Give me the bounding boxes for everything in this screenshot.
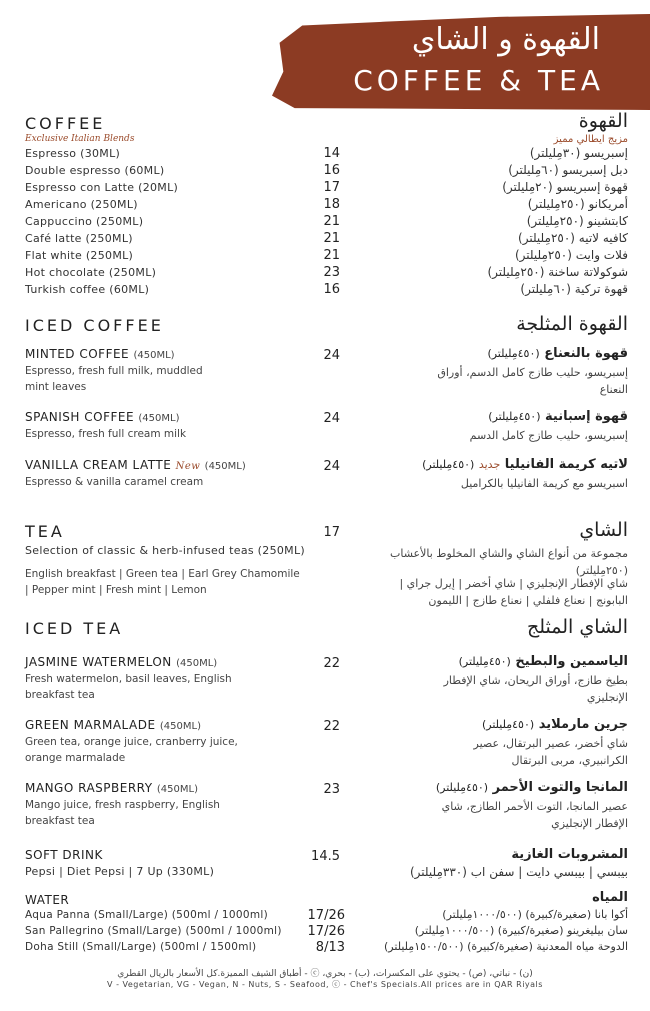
coffee-item-name: Cappuccino (250ML) [25, 215, 144, 228]
coffee-item-name-ar: إسبريسو (٣٠مِليلتر) [529, 146, 628, 160]
water-item-name: Aqua Panna (Small/Large) (500ml / 1000ml) [25, 909, 268, 921]
coffee-item-name: Turkish coffee (60ML) [25, 283, 150, 296]
iced-tea-item-description: Mango juice, fresh raspberry, English breakfast tea [25, 799, 220, 827]
water-item-name-ar: سان بيليغرينو (صغيرة/كبيرة) (١٠٠٠/٥٠٠مِليلتر) [414, 924, 628, 937]
tea-description-ar: مجموعة من أنواع الشاي والشاي المخلوط بالأعشاب (٢٥٠مِليلتر) [390, 547, 628, 577]
iced-tea-item-name-ar: المانجا والتوت الأحمر [492, 780, 628, 795]
tea-varieties: English breakfast | Green tea | Earl Grey Chamomile | Pepper mint | Fresh mint | Lemon [25, 568, 300, 596]
iced-coffee-item-new-badge-ar: جديد [478, 458, 501, 471]
coffee-item-name-ar: كافيه لاتيه (٢٥٠مِليلتر) [518, 231, 628, 245]
iced-coffee-item-description: Espresso, fresh full cream milk [25, 428, 187, 440]
soft-drink-description-ar: بيبسي | بيبسي دايت | سفن اب (٣٣٠مِليلتر) [409, 865, 628, 879]
iced-tea-item-title [25, 718, 201, 732]
iced-tea-item-volume-ar: (٤٥٠مِليلتر) [435, 781, 489, 794]
iced-coffee-item-description: Espresso & vanilla caramel cream [25, 476, 204, 488]
coffee-item-price: 23 [323, 265, 340, 280]
coffee-item-name: Americano (250ML) [25, 198, 138, 211]
iced-tea-item-title [25, 781, 198, 795]
water-item-name-ar: الدوحة مياه المعدنية (صغيرة/كبيرة) (١٥٠٠/٥٠٠مِليلتر) [384, 940, 628, 953]
tea-description: Selection of classic & herb-infused teas (250ML) [25, 544, 305, 557]
coffee-item-name: Espresso (30ML) [25, 147, 121, 160]
tea-title: TEA [25, 522, 65, 541]
water-item-name-ar: أكوا بانا (صغيرة/كبيرة) (١٠٠٠/٥٠٠مِليلتر) [442, 908, 628, 921]
soft-drink-price: 14.5 [311, 849, 340, 864]
coffee-tagline: Exclusive Italian Blends [25, 134, 135, 144]
coffee-item-name-ar: كابتشينو (٢٥٠مِليلتر) [526, 214, 628, 228]
iced-coffee-item-volume: (450ML) [204, 461, 246, 472]
iced-tea-item-title-ar [459, 654, 628, 669]
coffee-item-price: 16 [323, 163, 340, 178]
iced-tea-item-description-ar: عصير المانجا، التوت الأحمر الطازج، شاي الإفطار الإنجليزي [441, 800, 628, 830]
iced-coffee-item-price: 24 [323, 348, 340, 363]
coffee-item-name: Café latte (250ML) [25, 232, 133, 245]
iced-coffee-item-description-ar: إسبريسو، حليب طازج كامل الدسم، أوراق النعناع [437, 366, 628, 396]
soft-drink-title: SOFT DRINK [25, 848, 103, 862]
footer-legend-ar: (ن) - نباتي، (ص) - يحتوي على المكسرات، (ب) - بحري، ⓒ - أطباق الشيف المميزة.كل الأسعار بالريال القطري [117, 969, 533, 979]
iced-tea-item-volume: (450ML) [159, 721, 201, 732]
footer-legend-en: V - Vegetarian, VG - Vegan, N - Nuts, S - Seafood, ⓒ - Chef's Specials.All prices are in QAR Riyals [107, 980, 543, 989]
iced-tea-item-title [25, 655, 217, 669]
iced-tea-item-description: Fresh watermelon, basil leaves, English breakfast tea [25, 673, 232, 701]
iced-tea-item-price: 22 [323, 719, 340, 734]
coffee-item-name-ar: قهوة إسبريسو (٢٠مِليلتر) [502, 180, 628, 194]
iced-tea-item-price: 23 [323, 782, 340, 797]
iced-tea-item-name-ar: الياسمين والبطيخ [515, 654, 628, 669]
coffee-item-price: 18 [323, 197, 340, 212]
iced-tea-item-volume-ar: (٤٥٠مِليلتر) [481, 718, 535, 731]
water-item-price: 8/13 [315, 940, 345, 955]
iced-coffee-item-name-ar: قهوة إسبانية [545, 409, 628, 424]
coffee-tagline-ar: مزيج ايطالي مميز [553, 134, 628, 145]
iced-coffee-item-description-ar: إسبريسو، حليب طازج كامل الدسم [469, 429, 628, 442]
coffee-item-price: 17 [323, 180, 340, 195]
coffee-item-name-ar: شوكولاتة ساخنة (٢٥٠مِليلتر) [487, 265, 628, 279]
water-item-name: San Pallegrino (Small/Large) (500ml / 1000ml) [25, 925, 282, 937]
iced-coffee-item-price: 24 [323, 411, 340, 426]
iced-tea-item-name: GREEN MARMALADE [25, 718, 156, 732]
iced-coffee-item-price: 24 [323, 459, 340, 474]
iced-coffee-item-title [25, 347, 175, 361]
iced-coffee-item-volume-ar: (٤٥٠مِليلتر) [422, 458, 475, 471]
iced-tea-item-title-ar [482, 717, 628, 732]
iced-coffee-item-volume: (450ML) [133, 350, 175, 361]
iced-tea-item-volume: (450ML) [176, 658, 218, 669]
coffee-item-name: Flat white (250ML) [25, 249, 134, 262]
header-title-ar: القهوة و الشاي [411, 22, 600, 57]
iced-coffee-item-title-ar [487, 346, 628, 361]
iced-coffee-item-volume: (450ML) [138, 413, 180, 424]
coffee-title-ar: القهوة [578, 110, 628, 132]
coffee-item-price: 16 [323, 282, 340, 297]
iced-tea-title-ar: الشاي المثلج [526, 616, 628, 638]
iced-coffee-item-title-ar [488, 409, 628, 424]
iced-tea-item-description-ar: بطيخ طازج، أوراق الريحان، شاي الإفطار الإنجليزي [443, 674, 628, 704]
coffee-title: COFFEE [25, 114, 106, 133]
coffee-item-price: 21 [323, 214, 340, 229]
coffee-item-name-ar: قهوة تركية (٦٠مِليلتر) [520, 282, 628, 296]
tea-varieties-ar: شاي الإفطار الإنجليزي | شاي أخضر | إيرل جراي | البابونج | نعناع فلفلي | نعناع طازج | الليمون [399, 577, 628, 607]
iced-coffee-item-name-ar: لاتيه كريمة الفانيليا [504, 457, 628, 472]
iced-coffee-title: ICED COFFEE [25, 316, 164, 335]
iced-tea-item-name: JASMINE WATERMELON [25, 655, 172, 669]
iced-coffee-item-volume-ar: (٤٥٠مِليلتر) [488, 410, 541, 423]
tea-title-ar: الشاي [579, 519, 628, 541]
iced-tea-item-description: Green tea, orange juice, cranberry juice, orange marmalade [25, 736, 238, 764]
iced-coffee-item-name: MINTED COFFEE [25, 347, 130, 361]
coffee-item-name: Espresso con Latte (20ML) [25, 181, 179, 194]
iced-tea-item-name-ar: جرين مارملايد [538, 717, 628, 732]
coffee-item-name-ar: أمريكانو (٢٥٠مِليلتر) [527, 197, 628, 211]
iced-tea-item-volume-ar: (٤٥٠مِليلتر) [458, 655, 511, 668]
water-item-price: 17/26 [307, 908, 345, 923]
iced-coffee-item-title [25, 410, 179, 424]
iced-tea-item-title-ar [436, 780, 628, 795]
iced-tea-item-volume: (450ML) [156, 784, 198, 795]
coffee-item-name: Hot chocolate (250ML) [25, 266, 157, 279]
iced-tea-item-name: MANGO RASPBERRY [25, 781, 153, 795]
coffee-item-price: 14 [323, 146, 340, 161]
coffee-item-price: 21 [323, 248, 340, 263]
iced-tea-item-description-ar: شاي أخضر، عصير البرتقال، عصير الكرانبيري، مربى البرتقال [473, 737, 628, 767]
iced-coffee-item-new-badge: New [175, 461, 201, 472]
coffee-item-name-ar: دبل إسبريسو (٦٠مِليلتر) [508, 163, 628, 177]
iced-coffee-item-name: VANILLA CREAM LATTE [25, 458, 172, 472]
header-title-en: COFFEE & TEA [353, 64, 604, 97]
soft-drink-title-ar: المشروبات الغازية [511, 847, 628, 862]
coffee-item-name: Double espresso (60ML) [25, 164, 165, 177]
tea-price: 17 [323, 525, 340, 540]
water-title: WATER [25, 893, 70, 907]
water-title-ar: المياه [592, 890, 628, 905]
water-item-price: 17/26 [307, 924, 345, 939]
iced-coffee-item-title [25, 458, 246, 472]
coffee-item-name-ar: فلات وايت (٢٥٠مِليلتر) [514, 248, 628, 262]
coffee-item-price: 21 [323, 231, 340, 246]
iced-coffee-item-name-ar: قهوة بالنعناع [544, 346, 628, 361]
water-item-name: Doha Still (Small/Large) (500ml / 1500ml) [25, 941, 257, 953]
iced-coffee-item-name: SPANISH COFFEE [25, 410, 135, 424]
soft-drink-description: Pepsi | Diet Pepsi | 7 Up (330ML) [25, 865, 215, 878]
iced-coffee-item-title-ar [422, 457, 628, 472]
iced-coffee-item-description: Espresso, fresh full milk, muddled mint leaves [25, 365, 203, 393]
iced-coffee-title-ar: القهوة المثلجة [516, 313, 628, 335]
iced-coffee-item-volume-ar: (٤٥٠مِليلتر) [487, 347, 540, 360]
iced-coffee-item-description-ar: اسبريسو مع كريمة الفانيليا بالكراميل [460, 477, 628, 490]
iced-tea-item-price: 22 [323, 656, 340, 671]
iced-tea-title: ICED TEA [25, 619, 124, 638]
